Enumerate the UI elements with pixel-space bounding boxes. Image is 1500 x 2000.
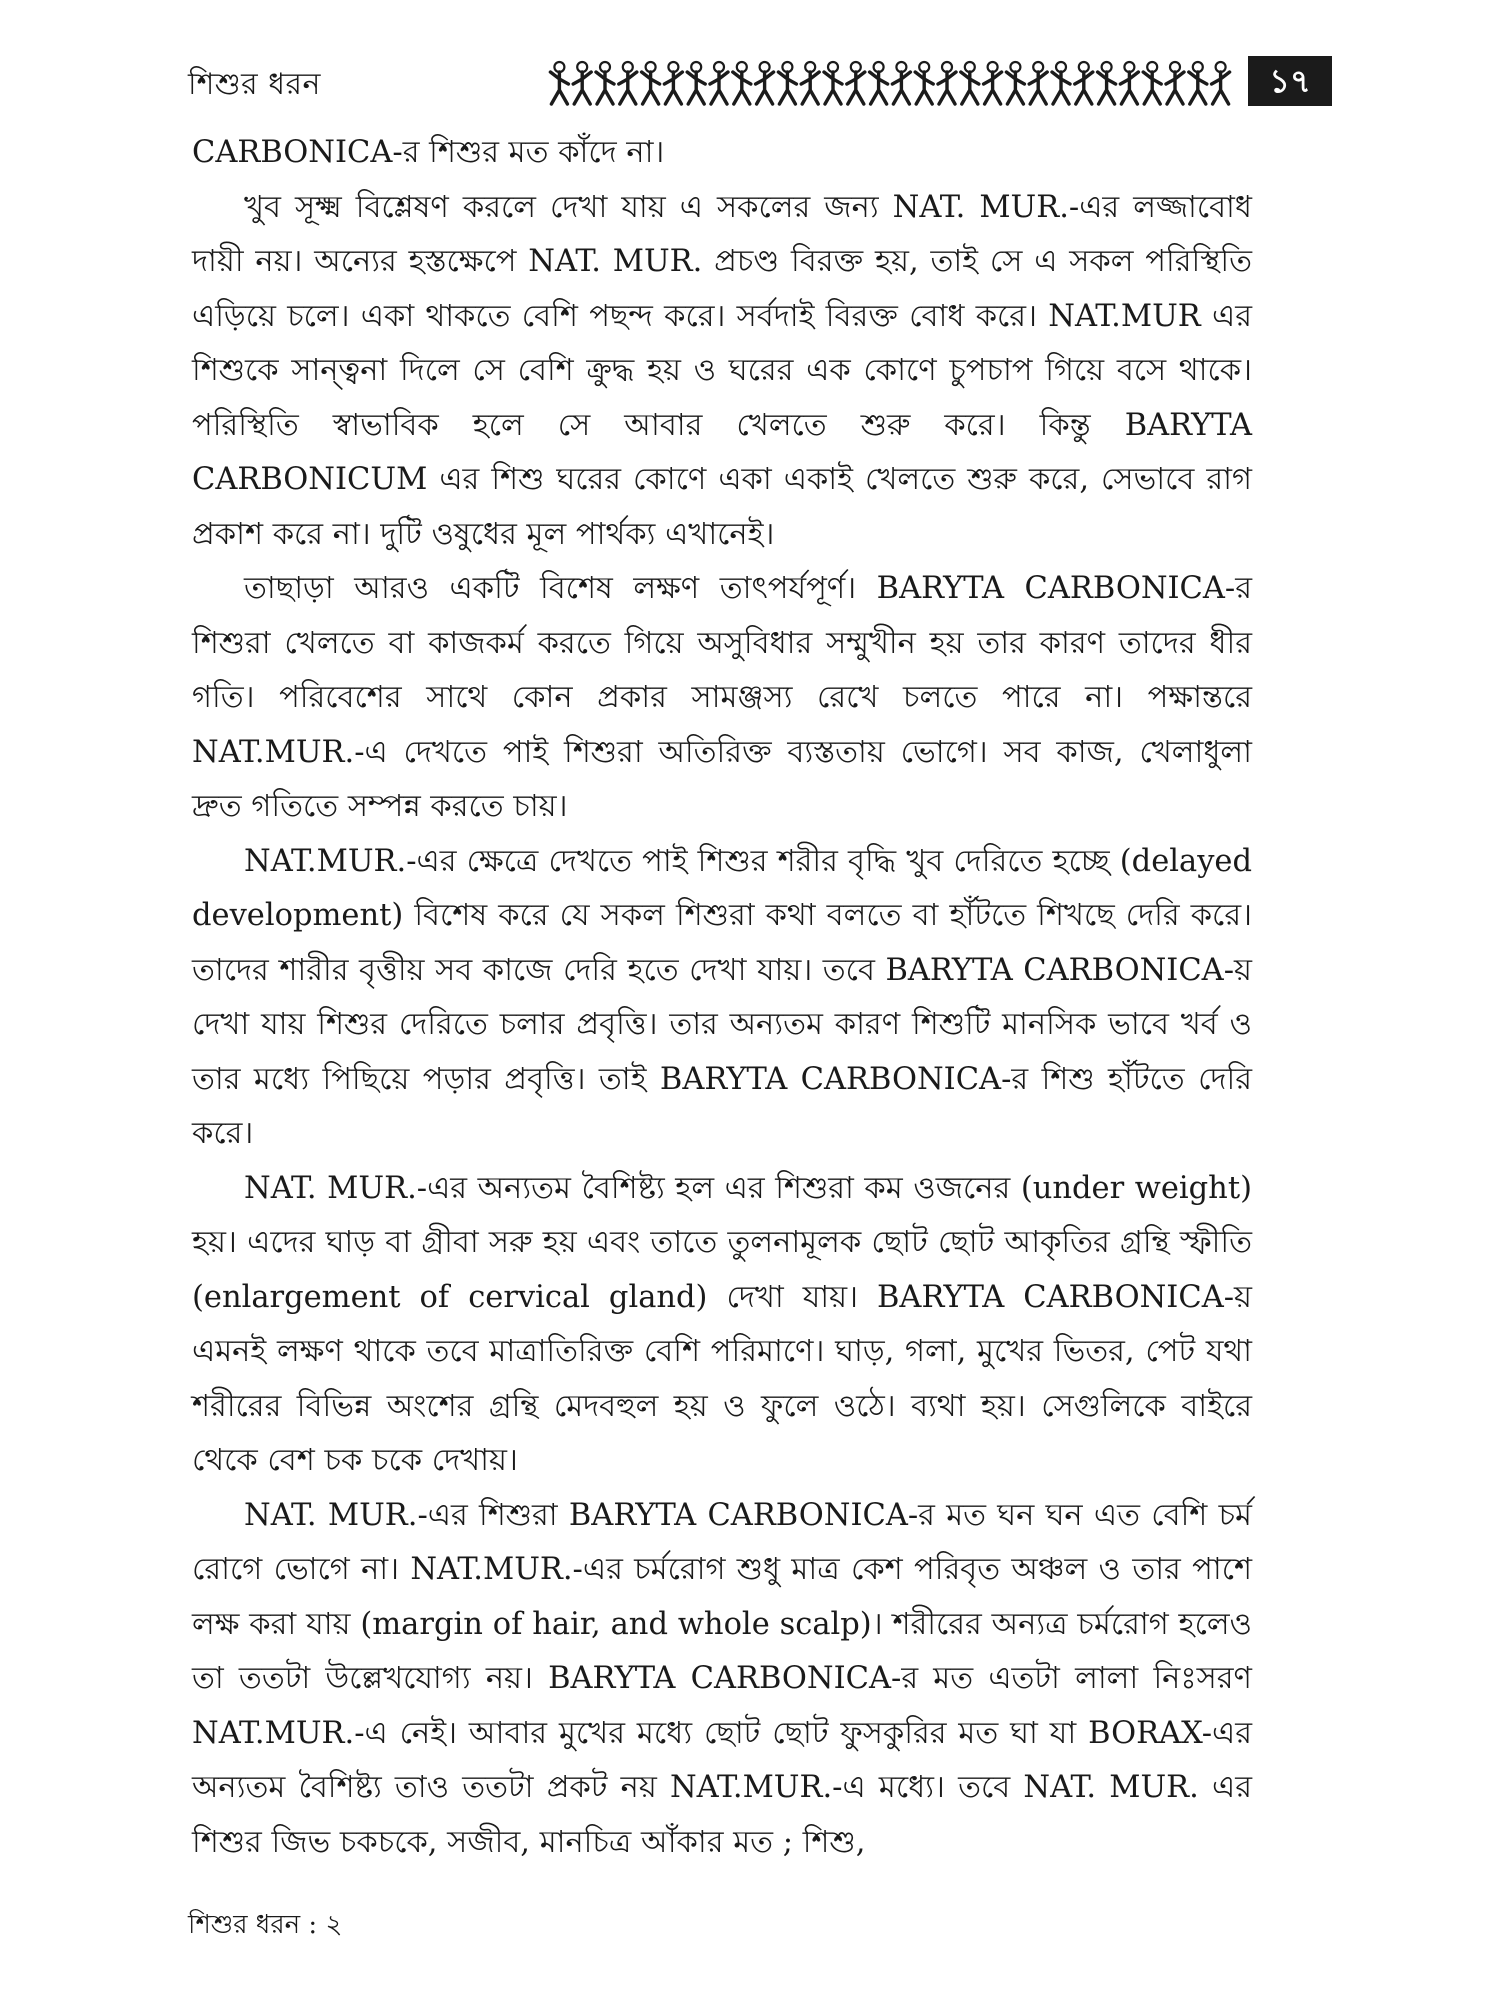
ornament-figure-body (619, 72, 637, 104)
ornament-figure-body (664, 72, 682, 104)
ornament-figure-body (1075, 72, 1093, 104)
ornament-figure-body (1212, 72, 1230, 104)
ornament-figure-body (1143, 72, 1161, 104)
ornament-figure-body (550, 72, 568, 104)
paragraph-3: তাছাড়া আরও একটি বিশেষ লক্ষণ তাৎপর্যপূর্ণ। BARYTA CARBONICA-র শিশুরা খেলতে বা কাজকর্ম করতে গিয়ে অসুবিধার সম্মুখীন হয় তার কারণ তাদের ধীর গতি। পরিবেশের সাথে কোন প্রকার সামঞ্জস্য রেখে চলতে পারে না। পক্ষান্তরে NAT.MUR.-এ দেখতে পাই শিশুরা অতিরিক্ত ব্যস্ততায় ভোগে। সব কাজ, খেলাধুলা দ্রুত গতিতে সম্পন্ন করতে চায়। (192, 571, 1252, 824)
ornament-figure-body (938, 72, 956, 104)
ornament-figure-body (1006, 72, 1024, 104)
ornament-figure-body (642, 72, 660, 104)
ornament-figure-body (1098, 72, 1116, 104)
paragraph-2: খুব সূক্ষ্ম বিশ্লেষণ করলে দেখা যায় এ সকলের জন্য NAT. MUR.-এর লজ্জাবোধ দায়ী নয়। অন্যের হস্তক্ষেপে NAT. MUR. প্রচণ্ড বিরক্ত হয়, তাই সে এ সকল পরিস্থিতি এড়িয়ে চলে। একা থাকতে বেশি পছন্দ করে। সর্বদাই বিরক্ত বোধ করে। NAT.MUR এর শিশুকে সান্ত্বনা দিলে সে বেশি ক্রুদ্ধ হয় ও ঘরের এক কোণে চুপচাপ গিয়ে বসে থাকে। পরিস্থিতি স্বাভাবিক হলে সে আবার খেলতে শুরু করে। কিন্তু BARYTA CARBONICUM এর শিশু ঘরের কোণে একা একাই খেলতে শুরু করে, সেভাবে রাগ প্রকাশ করে না। দুটি ওষুধের মূল পার্থক্য এখানেই। (192, 189, 1252, 552)
ornament-figure-body (687, 72, 705, 104)
ornament-figure-body (1189, 72, 1207, 104)
ornament-figure-body (778, 72, 796, 104)
ornament-figure-body (984, 72, 1002, 104)
footer-signature: শিশুর ধরন : ২ (188, 1910, 343, 1940)
body-text (192, 126, 1252, 1870)
ornament-figure-body (756, 72, 774, 104)
ornament-figure-body (847, 72, 865, 104)
ornament-figure-body (573, 72, 591, 104)
ornament-figure-body (733, 72, 751, 104)
ornament-figure-body (710, 72, 728, 104)
paragraph-6: NAT. MUR.-এর শিশুরা BARYTA CARBONICA-র মত ঘন ঘন এত বেশি চর্ম রোগে ভোগে না। NAT.MUR.-এর চর্মরোগ শুধু মাত্র কেশ পরিবৃত অঞ্চল ও তার পাশে লক্ষ করা যায় (margin of hair, and whole scalp)। শরীরের অন্যত্র চর্মরোগ হলেও তা ততটা উল্লেখযোগ্য নয়। BARYTA CARBONICA-র মত এতটা লালা নিঃসরণ NAT.MUR.-এ নেই। আবার মুখের মধ্যে ছোট ছোট ফুসকুরির মত ঘা যা BORAX-এর অন্যতম বৈশিষ্ট্য তাও ততটা প্রকট নয় NAT.MUR.-এ মধ্যে। তবে NAT. MUR. এর শিশুর জিভ চকচকে, সজীব, মানচিত্র আঁকার মত ; শিশু, (192, 1497, 1252, 1860)
ornament-figure-body (870, 72, 888, 104)
decorative-figures-band (548, 58, 1232, 108)
paragraph-1: CARBONICA-র শিশুর মত কাঁদে না। (192, 135, 665, 170)
ornament-figure-body (1120, 72, 1138, 104)
ornament-figure-body (801, 72, 819, 104)
ornament-figure-body (1029, 72, 1047, 104)
page-number: ১৭ (1248, 56, 1332, 106)
ornament-figure-body (596, 72, 614, 104)
ornament-figure-body (1052, 72, 1070, 104)
ornament-figure-body (961, 72, 979, 104)
ornament-figure-body (1166, 72, 1184, 104)
paragraph-4: NAT.MUR.-এর ক্ষেত্রে দেখতে পাই শিশুর শরীর বৃদ্ধি খুব দেরিতে হচ্ছে (delayed development) বিশেষ করে যে সকল শিশুরা কথা বলতে বা হাঁটতে শিখছে দেরি করে। তাদের শারীর বৃত্তীয় সব কাজে দেরি হতে দেখা যায়। তবে BARYTA CARBONICA-য় দেখা যায় শিশুর দেরিতে চলার প্রবৃত্তি। তার অন্যতম কারণ শিশুটি মানসিক ভাবে খর্ব ও তার মধ্যে পিছিয়ে পড়ার প্রবৃত্তি। তাই BARYTA CARBONICA-র শিশু হাঁটতে দেরি করে। (192, 843, 1252, 1151)
ornament-figure-body (915, 72, 933, 104)
running-title: শিশুর ধরন (188, 67, 321, 102)
paragraph-5: NAT. MUR.-এর অন্যতম বৈশিষ্ট্য হল এর শিশুরা কম ওজনের (under weight) হয়। এদের ঘাড় বা গ্রীবা সরু হয় এবং তাতে তুলনামূলক ছোট ছোট আকৃতির গ্রন্থি স্ফীতি (enlargement of cervical gland) দেখা যায়। BARYTA CARBONICA-য় এমনই লক্ষণ থাকে তবে মাত্রাতিরিক্ত বেশি পরিমাণে। ঘাড়, গলা, মুখের ভিতর, পেট যথা শরীরের বিভিন্ন অংশের গ্রন্থি মেদবহুল হয় ও ফুলে ওঠে। ব্যথা হয়। সেগুলিকে বাইরে থেকে বেশ চক চকে দেখায়। (192, 1170, 1252, 1478)
ornament-figure-body (824, 72, 842, 104)
ornament-figure-body (892, 72, 910, 104)
